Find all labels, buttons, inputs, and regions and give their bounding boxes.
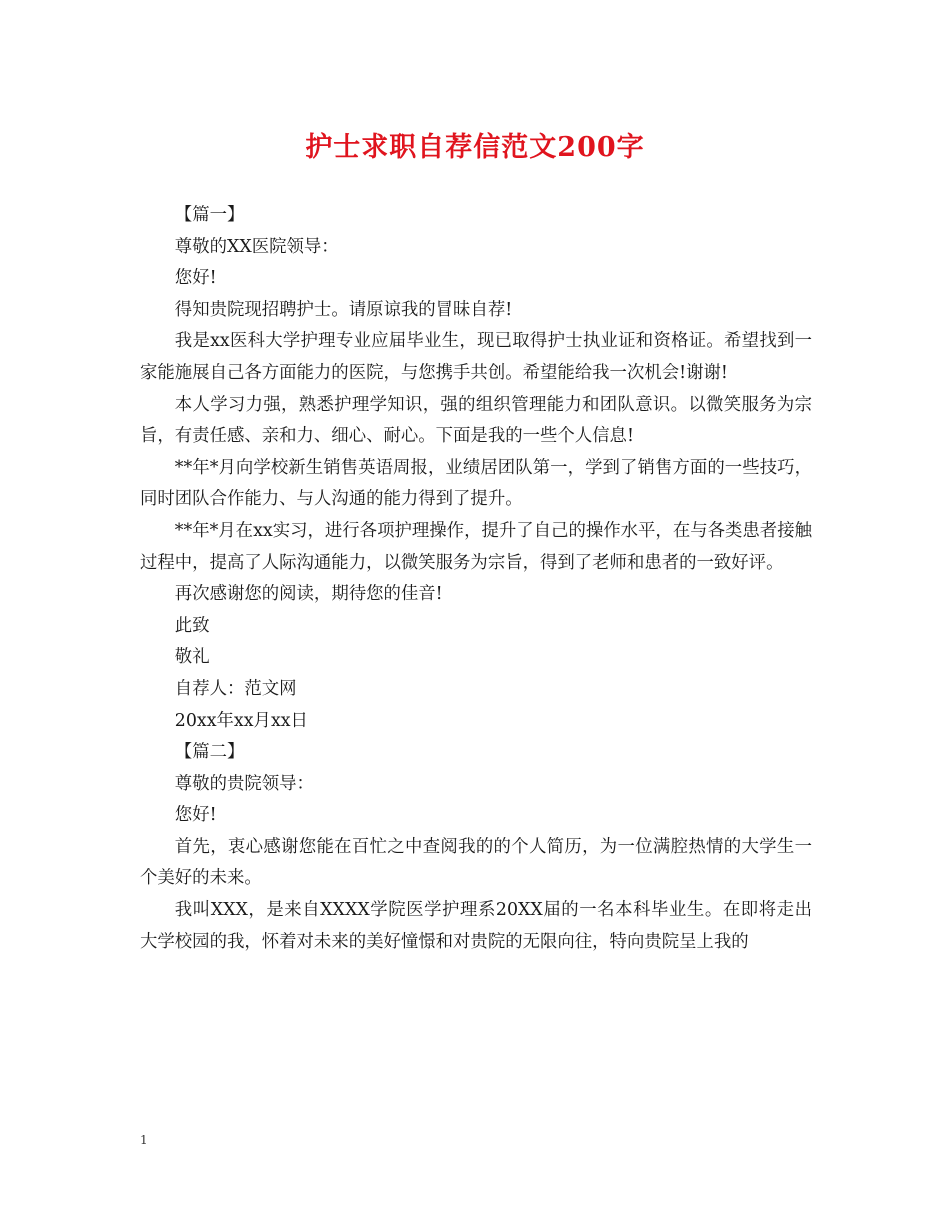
document-title: 护士求职自荐信范文200字: [305, 132, 645, 163]
closing-line: 敬礼: [174, 647, 210, 668]
greeting: 您好!: [174, 805, 217, 826]
signature-line: 自荐人：范文网: [174, 678, 297, 699]
salutation: 尊敬的XX医院领导：: [174, 236, 339, 257]
page-number: 1: [140, 1133, 148, 1147]
paragraph: 再次感谢您的阅读，期待您的佳音!: [174, 584, 443, 605]
closing-line: 此致: [174, 615, 210, 636]
document-body: [140, 200, 812, 958]
section-heading-2: 【篇二】: [174, 742, 245, 763]
section-heading-1: 【篇一】: [174, 205, 245, 225]
paragraph: 我是xx医科大学护理专业应届毕业生，现已取得护士执业证和资格证。希望找到一家能施展自己各方面能力的医院，与您携手共创。希望能给我一次机会!谢谢!: [140, 331, 812, 383]
paragraph: 首先，衷心感谢您能在百忙之中查阅我的的个人简历，为一位满腔热情的大学生一个美好的未来。: [140, 836, 812, 889]
paragraph: 我叫XXX，是来自XXXX学院医学护理系20XX届的一名本科毕业生。在即将走出大学校园的我，怀着对未来的美好憧憬和对贵院的无限向往，特向贵院呈上我的: [140, 900, 812, 952]
greeting: 您好!: [174, 268, 217, 289]
paragraph: **年*月向学校新生销售英语周报，业绩居团队第一，学到了销售方面的一些技巧，同时团队合作能力、与人沟通的能力得到了提升。: [140, 457, 812, 510]
salutation: 尊敬的贵院领导：: [174, 773, 314, 794]
paragraph: 得知贵院现招聘护士。请原谅我的冒昧自荐!: [174, 299, 513, 320]
date-line: 20xx年xx月xx日: [174, 710, 308, 731]
paragraph: **年*月在xx实习，进行各项护理操作，提升了自己的操作水平，在与各类患者接触过程中，提高了人际沟通能力，以微笑服务为宗旨，得到了老师和患者的一致好评。: [140, 520, 812, 573]
paragraph: 本人学习力强，熟悉护理学知识，强的组织管理能力和团队意识。以微笑服务为宗旨，有责任感、亲和力、细心、耐心。下面是我的一些个人信息!: [140, 394, 812, 447]
